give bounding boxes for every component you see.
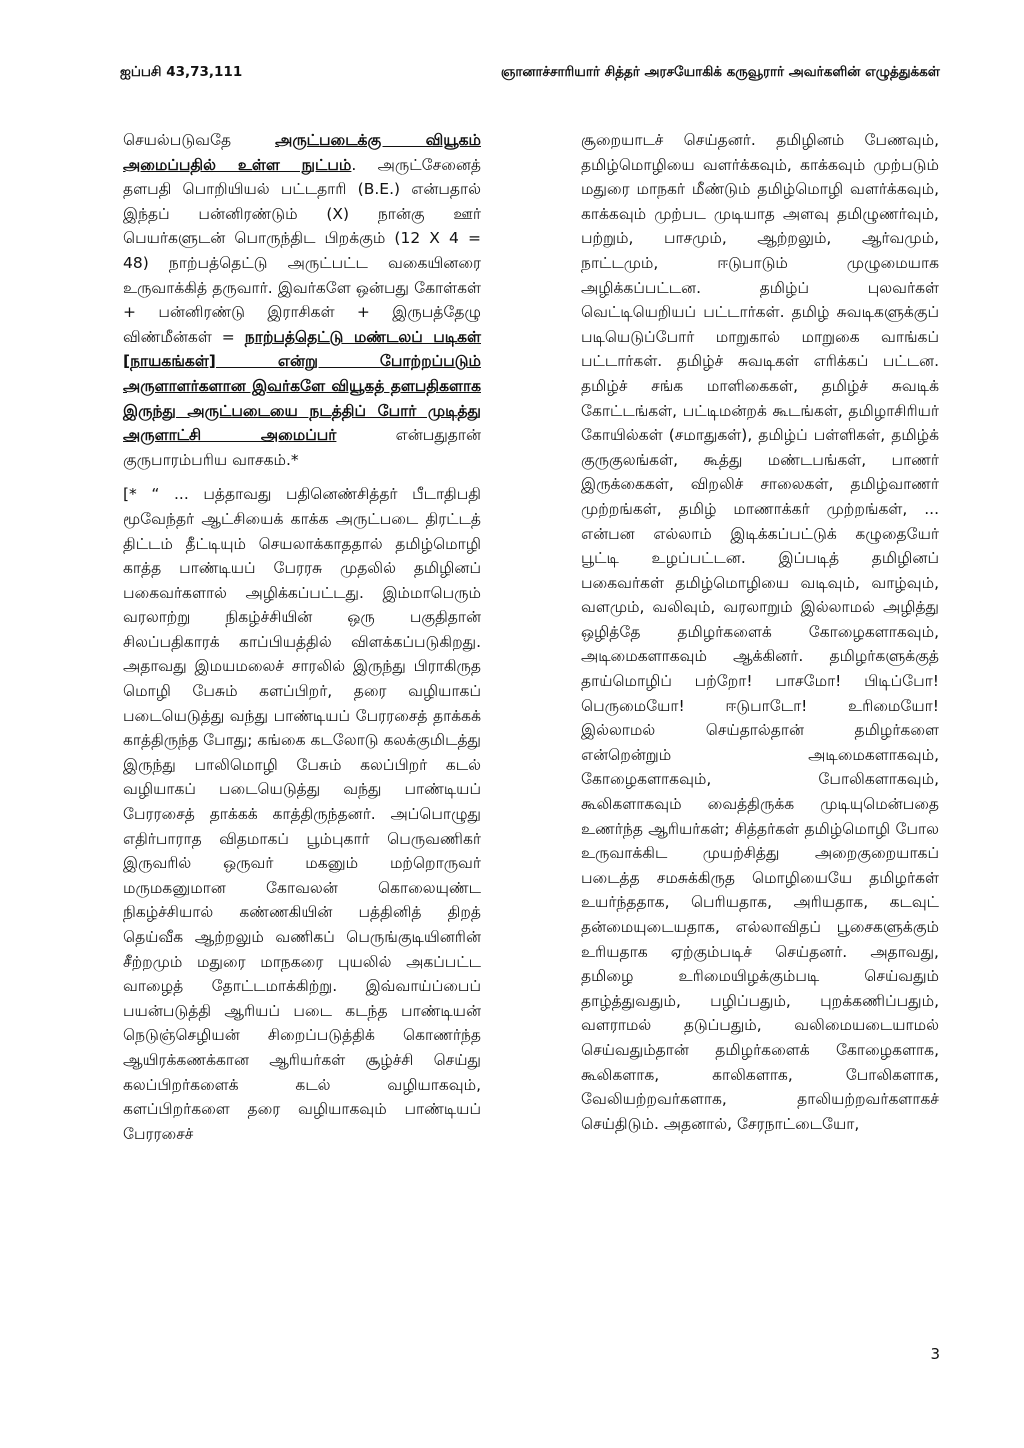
- paragraph: [123, 128, 481, 472]
- header-author-title: ஞானாச்சாரியார் சித்தர் அரசயோகிக் கருவூரார் அவர்களின் எழுத்துக்கள்: [500, 64, 940, 80]
- underlined-phrase: நாற்பத்தெட்டு மண்டலப் படிகள் [நாயகங்கள்] என்று போற்றப்படும் அருளாளர்களான இவர்களே வியூகத் தளபதிகளாக இருந்து அருட்படையை நடத்திப் போர் முடித்து அருளாட்சி அமைப்பர்: [123, 327, 481, 445]
- text-run: என்பதுதான் குருபாரம்பரிய வாசகம்.*: [123, 426, 481, 469]
- right-column: [581, 128, 939, 1146]
- paragraph: சூறையாடச் செய்தனர். தமிழினம் பேணவும், தமிழ்மொழியை வளர்க்கவும், காக்கவும் முற்படும் மதுரை மாநகர் மீண்டும் தமிழ்மொழி வளர்க்கவும், காக்கவும் முற்பட முடியாத அளவு தமிழுணர்வும், பற்றும், பாசமும், ஆற்றலும், ஆர்வமும், நாட்டமும், ஈடுபாடும் முழுமையாக அழிக்கப்பட்டன. தமிழ்ப் புலவர்கள் வெட்டியெறியப் பட்டார்கள். தமிழ் சுவடிகளுக்குப் படியெடுப்போர் மாறுகால் மாறுகை வாங்கப் பட்டார்கள். தமிழ்ச் சுவடிகள் எரிக்கப் பட்டன. தமிழ்ச் சங்க மாளிகைகள், தமிழ்ச் சுவடிக் கோட்டங்கள், பட்டிமன்றக் கூடங்கள், தமிழாசிரியர் கோயில்கள் (சமாதுகள்), தமிழ்ப் பள்ளிகள், தமிழ்க் குருகுலங்கள், கூத்து மண்டபங்கள், பாணர் இருக்கைகள், விறலிச் சாலைகள், தமிழ்வாணர் முற்றங்கள், தமிழ் மாணாக்கர் முற்றங்கள், ... என்பன எல்லாம் இடிக்கப்பட்டுக் கழுதையேர் பூட்டி உழப்பட்டன. இப்படித் தமிழினப் பகைவர்கள் தமிழ்மொழியை வடிவும், வாழ்வும், வளமும், வலிவும், வரலாறும் இல்லாமல் அழித்து ஒழித்தே தமிழர்களைக் கோழைகளாகவும், அடிமைகளாகவும் ஆக்கினர். தமிழர்களுக்குத் தாய்மொழிப் பற்றோ! பாசமோ! பிடிப்போ! பெருமையோ! ஈடுபாடோ! உரிமையோ! இல்லாமல் செய்தால்தான் தமிழர்களை என்றென்றும் அடிமைகளாகவும், கோழைகளாகவும், போலிகளாகவும், கூலிகளாகவும் வைத்திருக்க முடியுமென்பதை உணர்ந்த ஆரியர்கள்; சித்தர்கள் தமிழ்மொழி போல உருவாக்கிட முயற்சித்து அறைகுறையாகப் படைத்த சமசுக்கிருத மொழியையே தமிழர்கள் உயர்ந்ததாக, பெரியதாக, அரியதாக, கடவுட் தன்மையுடையதாக, எல்லாவிதப் பூசைகளுக்கும் உரியதாக ஏற்கும்படிச் செய்தனர். அதாவது, தமிழை உரிமையிழக்கும்படி செய்வதும் தாழ்த்துவதும், பழிப்பதும், புறக்கணிப்பதும், வளராமல் தடுப்பதும், வலிமையடையாமல் செய்வதும்தான் தமிழர்களைக் கோழைகளாக, கூலிகளாக, காலிகளாக, போலிகளாக, வேலியற்றவர்களாக, தாலியற்றவர்களாகச் செய்திடும். அதனால், சேரநாட்டையோ,: [581, 131, 939, 1133]
- page-header: [120, 64, 940, 86]
- text-run: செயல்படுவதே: [123, 131, 276, 149]
- header-issue-info: ஐப்பசி 43,73,111: [120, 64, 243, 80]
- text-run: . அருட்சேனைத் தளபதி பொறியியல் பட்டதாரி (B.E.) என்பதால் இந்தப் பன்னிரண்டும் (X) நான்கு ஊர் பெயர்களுடன் பொருந்திட பிறக்கும் (12 X 4 = 48) நாற்பத்தெட்டு அருட்பட்ட வகையினரை உருவாக்கித் தருவார். இவர்களே ஒன்பது கோள்கள் + பன்னிரண்டு இராசிகள் + இருபத்தேழு விண்மீன்கள் =: [123, 155, 481, 346]
- underlined-phrase: அருட்படைக்கு வியூகம் அமைப்பதில் உள்ள நுட்பம்: [123, 131, 481, 174]
- footnote-paragraph: [* “ ... பத்தாவது பதினெண்சித்தர் பீடாதிபதி மூவேந்தர் ஆட்சியைக் காக்க அருட்படை திரட்டத் திட்டம் தீட்டியும் செயலாக்காததால் தமிழ்மொழி காத்த பாண்டியப் பேரரசு முதலில் தமிழினப் பகைவர்களால் அழிக்கப்பட்டது. இம்மாபெரும் வரலாற்று நிகழ்ச்சியின் ஒரு பகுதிதான் சிலப்பதிகாரக் காப்பியத்தில் விளக்கப்படுகிறது. அதாவது இமயமலைச் சாரலில் இருந்து பிராகிருத மொழி பேசும் களப்பிறர், தரை வழியாகப் படையெடுத்து வந்து பாண்டியப் பேரரசைத் தாக்கக் காத்திருந்த போது; கங்கை கடலோடு கலக்குமிடத்து இருந்து பாலிமொழி பேசும் கலப்பிறர் கடல் வழியாகப் படையெடுத்து வந்து பாண்டியப் பேரரசைத் தாக்கக் காத்திருந்தனர். அப்பொழுது எதிர்பாராத விதமாகப் பூம்புகார் பெருவணிகர் இருவரில் ஒருவர் மகனும் மற்றொருவர் மருமகனுமான கோவலன் கொலையுண்ட நிகழ்ச்சியால் கண்ணகியின் பத்தினித் திறத் தெய்வீக ஆற்றலும் வணிகப் பெருங்குடியினரின் சீற்றமும் மதுரை மாநகரை புயலில் அகப்பட்ட வாழைத் தோட்டமாக்கிற்று. இவ்வாய்ப்பைப் பயன்படுத்தி ஆரியப் படை கடந்த பாண்டியன் நெடுஞ்செழியன் சிறைப்படுத்திக் கொணர்ந்த ஆயிரக்கணக்கான ஆரியர்கள் சூழ்ச்சி செய்து கலப்பிறர்களைக் கடல் வழியாகவும், களப்பிறர்களை தரை வழியாகவும் பாண்டியப் பேரரசைச்: [123, 485, 481, 1143]
- page-number: 3: [930, 1345, 940, 1363]
- left-column: [123, 128, 481, 1156]
